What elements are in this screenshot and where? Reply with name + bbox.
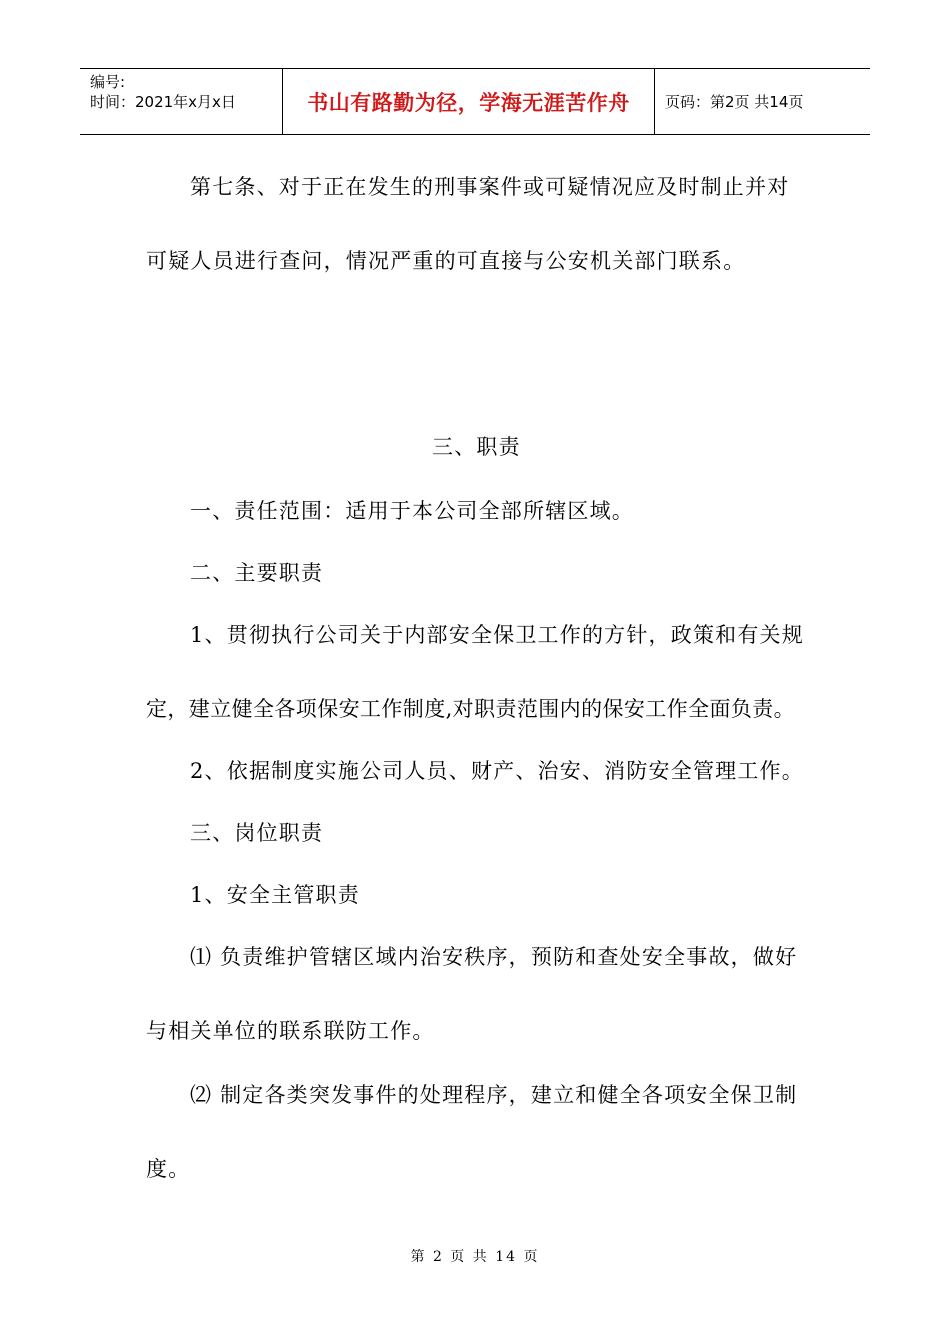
header-meta — [80, 69, 282, 134]
paragraph-line: 度。 — [146, 1157, 191, 1181]
footer-page-info: 第 2 页 共 14 页 — [410, 1249, 540, 1265]
paragraph-line: 1、贯彻执行公司关于内部安全保卫工作的方针，政策和有关规 — [190, 623, 804, 647]
subheading: 二、主要职责 — [190, 561, 324, 585]
paragraph-line: ⑵ 制定各类突发事件的处理程序，建立和健全各项安全保卫制 — [190, 1083, 798, 1107]
paragraph-line: 与相关单位的联系联防工作。 — [146, 1019, 435, 1043]
header-page-code — [655, 69, 870, 134]
subheading: 1、安全主管职责 — [190, 883, 360, 907]
document-header — [80, 68, 870, 135]
number-label: 编号: — [90, 73, 126, 91]
header-motto-cell — [282, 69, 655, 134]
paragraph-line: 第七条、对于正在发生的刑事案件或可疑情况应及时制止并对 — [190, 175, 790, 199]
paragraph-line: 2、依据制度实施公司人员、财产、治安、消防安全管理工作。 — [190, 759, 804, 783]
page-footer — [0, 1246, 950, 1266]
paragraph-line: ⑴ 负责维护管辖区域内治安秩序，预防和查处安全事故，做好 — [190, 945, 798, 969]
subheading: 三、岗位职责 — [190, 821, 324, 845]
paragraph-line: 一、责任范围：适用于本公司全部所辖区域。 — [190, 499, 634, 523]
paragraph-line: 可疑人员进行查问，情况严重的可直接与公安机关部门联系。 — [146, 249, 746, 273]
page-code-text: 页码：第2页 共14页 — [665, 93, 804, 111]
section-title: 三、职责 — [432, 435, 521, 459]
paragraph-line: 定，建立健全各项保安工作制度,对职责范围内的保安工作全面负责。 — [146, 697, 796, 721]
motto-text: 书山有路勤为径，学海无涯苦作舟 — [307, 89, 630, 115]
time-label: 时间：2021年x月x日 — [90, 93, 236, 111]
